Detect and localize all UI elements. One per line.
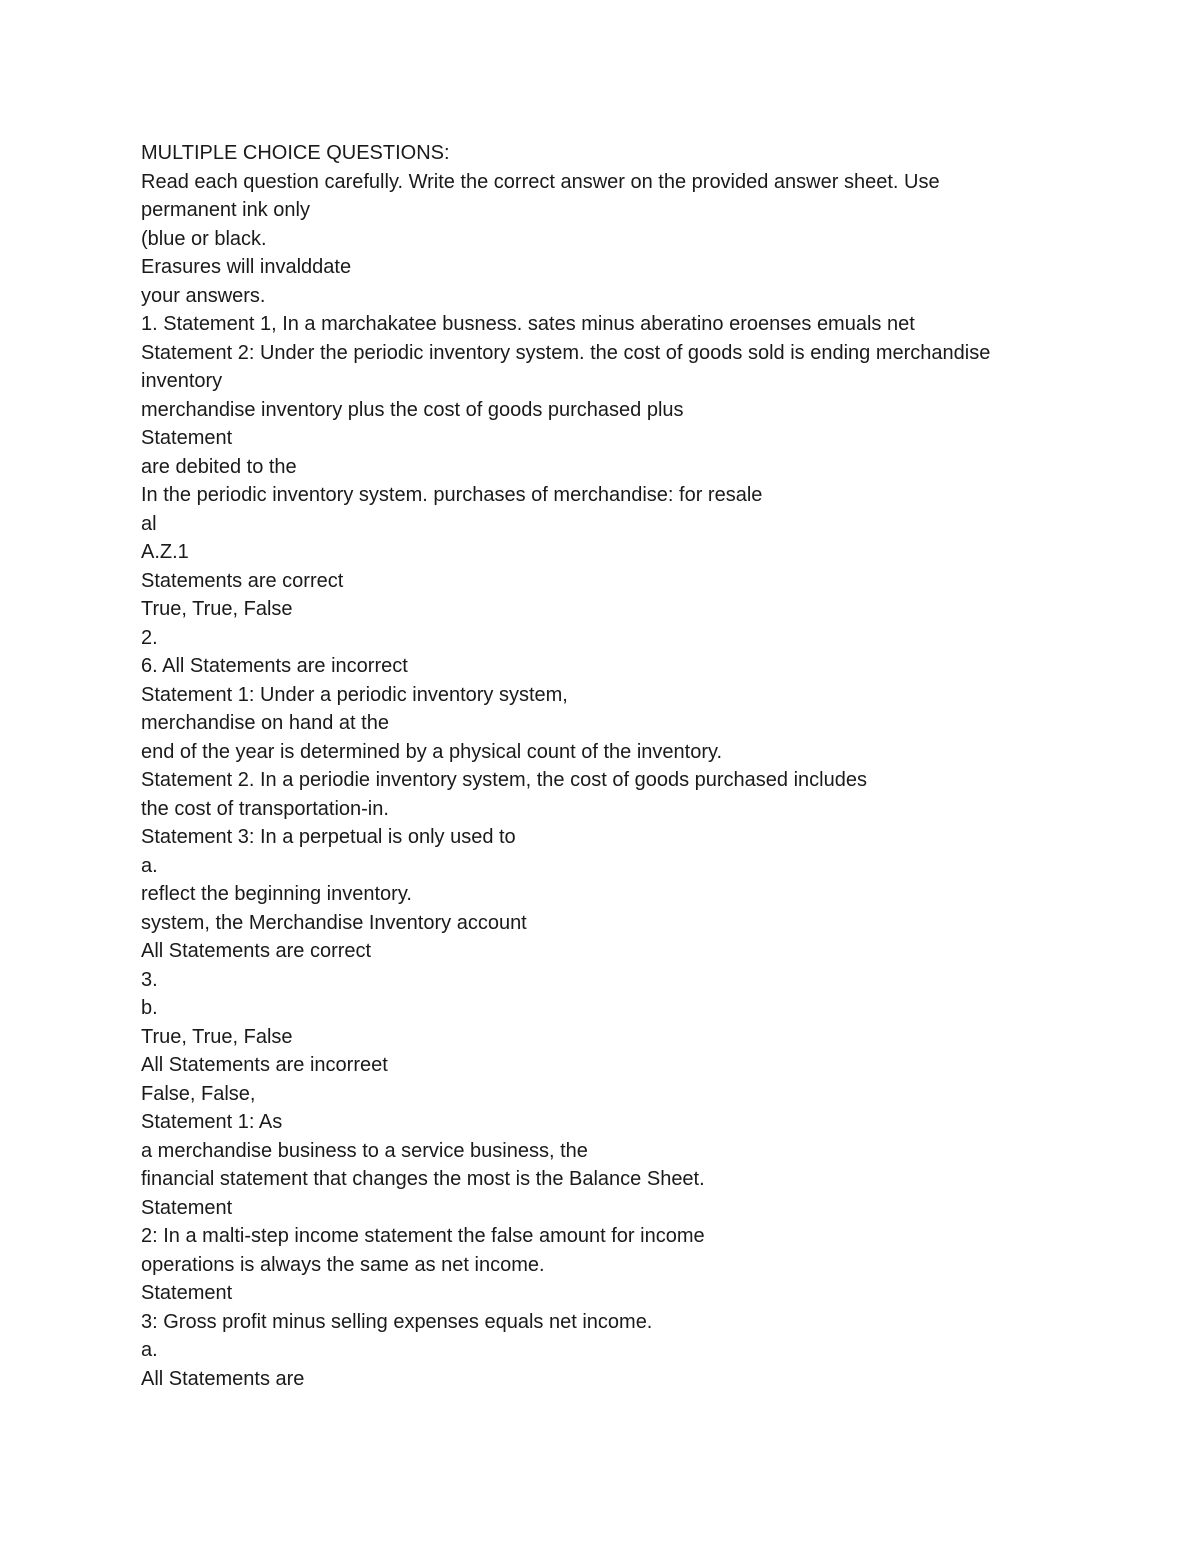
question-number-line: 3. [141, 968, 158, 991]
answer-option-line: True, True, False [141, 1025, 293, 1048]
question-line: the cost of transportation-in. [141, 797, 389, 820]
question-line: reflect the beginning inventory. [141, 883, 412, 905]
answer-option-line: False, False, [141, 1082, 256, 1105]
answer-option-line: All Statements are correct [141, 940, 372, 962]
answer-option-line: b. [141, 997, 158, 1019]
instruction-line: Read each question carefully. Write the correct answer on the provided answer sheet. Use [141, 170, 940, 193]
question-line: Statement 2: Under the periodic inventory system. the cost of goods sold is ending merchandise [141, 341, 991, 364]
document-body [141, 139, 1101, 1393]
answer-option-line: Statements are correct [141, 569, 344, 592]
answer-option-line: 6. All Statements are incorrect [141, 655, 408, 677]
instruction-line: permanent ink only [141, 199, 310, 221]
answer-option-line: All Statements are [141, 1367, 305, 1390]
document-heading: MULTIPLE CHOICE QUESTIONS: [141, 142, 450, 164]
instruction-line: Erasures will invalddate [141, 256, 352, 278]
question-line: Statement 1: As [141, 1111, 283, 1133]
instruction-line: your answers. [141, 284, 266, 307]
question-line: Statement 3: In a perpetual is only used to [141, 826, 516, 848]
question-line: Statement [141, 1196, 233, 1219]
question-line: 3: Gross profit minus selling expenses equals net income. [141, 1310, 653, 1333]
answer-option-line: All Statements are incorreet [141, 1054, 388, 1076]
question-line: financial statement that changes the most is the Balance Sheet. [141, 1168, 705, 1190]
question-line: merchandise inventory plus the cost of goods purchased plus [141, 398, 684, 421]
question-line: merchandise on hand at the [141, 712, 389, 734]
question-line: Statement 1: Under a periodic inventory system, [141, 683, 568, 706]
question-line: are debited to the [141, 455, 297, 478]
answer-option-line: True, True, False [141, 598, 293, 620]
question-line: Statement [141, 1282, 233, 1304]
question-line: end of the year is determined by a physical count of the inventory. [141, 740, 723, 763]
question-number-line: 2. [141, 626, 158, 649]
question-line: In the periodic inventory system. purchases of merchandise: for resale [141, 484, 763, 506]
question-line: 2: In a malti-step income statement the false amount for income [141, 1225, 705, 1247]
question-line: system, the Merchandise Inventory account [141, 911, 527, 934]
question-line: a merchandise business to a service business, the [141, 1139, 588, 1162]
answer-option-line: a. [141, 1339, 158, 1361]
question-line: inventory [141, 370, 223, 392]
question-line: al [141, 512, 157, 535]
instruction-line: (blue or black. [141, 227, 267, 250]
question-line: Statement 2. In a periodie inventory system, the cost of goods purchased includes [141, 769, 867, 791]
question-line: operations is always the same as net income. [141, 1253, 545, 1276]
answer-option-line: a. [141, 854, 158, 877]
question-line: Statement [141, 427, 233, 449]
answer-option-line: A.Z.1 [141, 541, 189, 563]
question-line: 1. Statement 1, In a marchakatee busness. sates minus aberatino eroenses emuals net [141, 313, 915, 335]
